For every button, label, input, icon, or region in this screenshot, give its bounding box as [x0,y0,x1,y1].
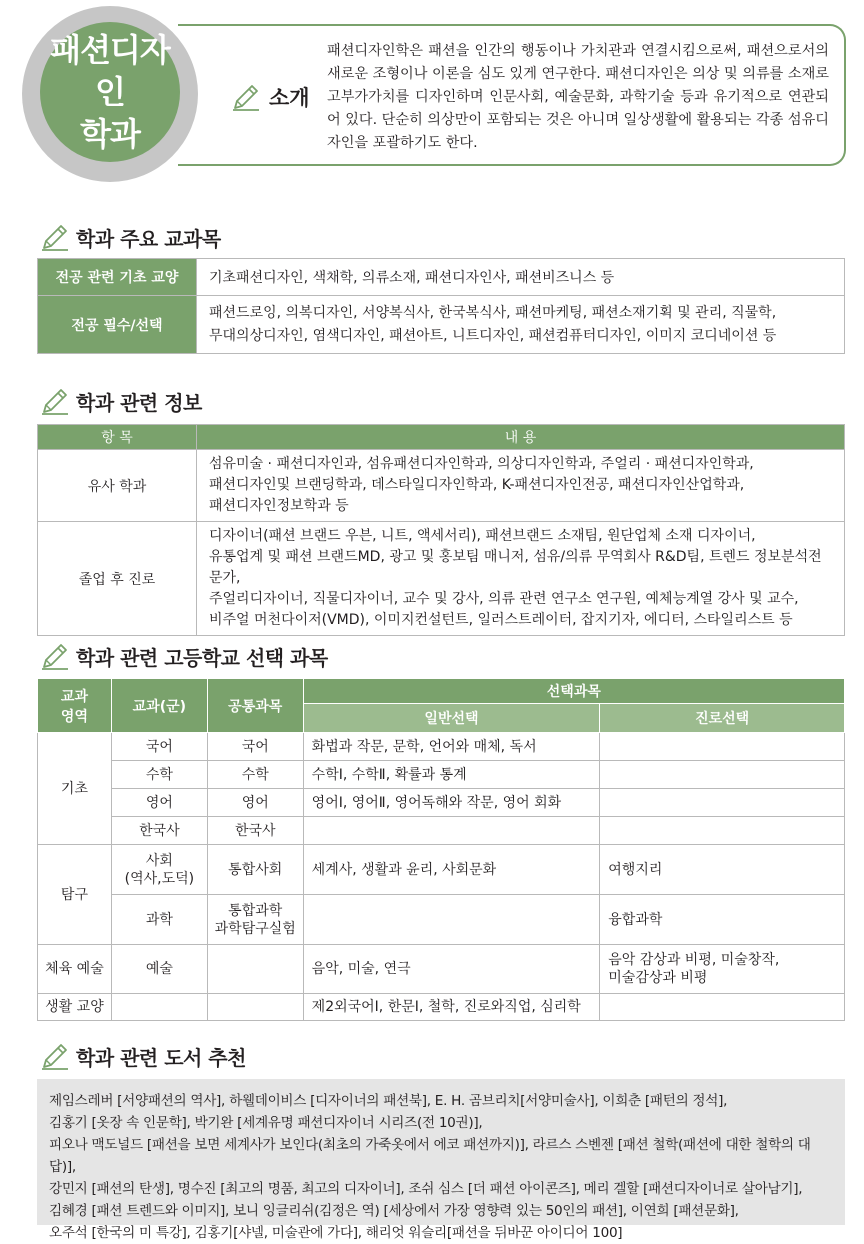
row-content: 기초패션디자인, 색채학, 의류소재, 패션디자인사, 패션비즈니스 등 [197,259,845,296]
common-cell: 영어 [207,789,303,817]
section-title-info [40,386,202,416]
row-content [197,522,845,636]
table-row [38,733,845,761]
row-header: 전공 관련 기초 교양 [38,259,197,296]
general-cell: 제2외국어Ⅰ, 한문Ⅰ, 철학, 진로와직업, 심리학 [303,994,600,1021]
cell-line: 음악 감상과 비평, 미술창작, [608,952,780,968]
intro-label [231,82,310,112]
pencil-icon [40,1041,70,1071]
area-cell: 생활 교양 [38,994,112,1021]
row-header: 전공 필수/선택 [38,296,197,354]
general-cell: 수학Ⅰ, 수학Ⅱ, 확률과 통계 [303,761,600,789]
row-header: 졸업 후 진로 [38,522,197,636]
cell-line: (역사,도덕) [124,870,195,887]
content-line: 패션드로잉, 의복디자인, 서양복식사, 한국복식사, 패션마케팅, 패션소재기획 및 관리, 직물학, [209,304,777,321]
header [0,0,864,200]
column-header-career: 진로선택 [600,704,845,733]
career-cell [600,945,845,994]
pencil-icon [40,641,70,671]
career-cell [600,994,845,1021]
intro-label-text: 소개 [269,86,310,110]
column-header-general: 일반선택 [303,704,600,733]
header-line: 교과 [60,688,88,705]
table-row [38,259,845,296]
table-row [38,945,845,994]
career-cell [600,817,845,845]
group-cell: 국어 [111,733,207,761]
book-line: 제임스레버 [서양패션의 역사], 하웰데이비스 [디자이너의 패션북], E. H. 곰브리치[서양미술사], 이희춘 [패턴의 정석], [49,1093,728,1109]
department-name-line2: 학과 [80,115,140,153]
common-cell [207,994,303,1021]
common-cell: 통합사회 [207,845,303,895]
group-cell: 영어 [111,789,207,817]
content-line: 섬유미술 · 패션디자인과, 섬유패션디자인학과, 의상디자인학과, 주얼리 · 패션디자인학과, [209,456,754,472]
content-line: 무대의상디자인, 염색디자인, 패션아트, 니트디자인, 패션컴퓨터디자인, 이미지 코디네이션 등 [209,327,777,344]
common-cell: 국어 [207,733,303,761]
table-header-row [38,425,845,450]
common-cell: 한국사 [207,817,303,845]
common-cell: 수학 [207,761,303,789]
table-row [38,761,845,789]
general-cell [303,817,600,845]
content-line: 패션디자인및 브랜딩학과, 데스타일디자인학과, K-패션디자인전공, 패션디자인산업학과, [209,477,745,493]
cell-line: 미술감상과 비평 [608,970,708,986]
common-cell [207,895,303,945]
general-cell: 화법과 작문, 문학, 언어와 매체, 독서 [303,733,600,761]
table-row [38,817,845,845]
career-cell [600,789,845,817]
cell-line: 사회 [145,852,173,869]
content-line: 비주얼 머천다이저(VMD), 이미지컨설턴트, 일러스트레이터, 잡지기자, 에디터, 스타일리스트 등 [209,612,793,628]
book-line: 피오나 맥도널드 [패션을 보면 세계사가 보인다(최초의 가죽옷에서 에코 패션까지)], 라르스 스벤젠 [패션 철학(패션에 대한 철학의 대답)], [49,1137,811,1175]
table-row [38,845,845,895]
intro-text: 패션디자인학은 패션을 인간의 행동이나 가치관과 연결시킴으로써, 패션으로서의 새로운 조형이나 이론을 심도 있게 연구한다. 패션디자인은 의상 및 의류를 소재로 고부가가치를 디자인하며 인문사회, 예술문화, 과학기술 등과 유기적으로 연관되어 있다. 단순히 의상만이 포함되는 것은 아니며 일상생활에 활용되는 각종 섬유디자인을 포괄하기도 한다. [327,43,829,151]
general-cell: 세계사, 생활과 윤리, 사회문화 [303,845,600,895]
row-content [197,450,845,522]
section-title-text: 학과 관련 고등학교 선택 과목 [76,645,328,670]
pencil-icon [231,82,261,112]
header-line: 영역 [60,708,88,725]
book-line: 강민지 [패션의 탄생], 명수진 [최고의 명품, 최고의 디자이너], 조쉬 심스 [더 패션 아이콘즈], 메리 겔할 [패션디자이너로 살아남기], [49,1181,803,1197]
book-line: 김홍기 [옷장 속 인문학], 박기완 [세계유명 패션디자이너 시리즈(전 10권)], [49,1115,483,1131]
content-line: 유통업계 및 패션 브랜드MD, 광고 및 홍보팀 매니저, 섬유/의류 무역회사 R&D팀, 트렌드 정보분석전문가, [209,549,822,586]
cell-line: 통합과학 [228,902,283,919]
row-content [197,296,845,354]
general-cell: 음악, 미술, 연극 [303,945,600,994]
section-title-text: 학과 주요 교과목 [76,226,221,251]
pencil-icon [40,386,70,416]
table-row [38,895,845,945]
common-cell [207,945,303,994]
area-cell: 기초 [38,733,112,845]
book-line: 김혜경 [패션 트렌드와 이미지], 보니 잉글리쉬(김정은 역) [세상에서 가장 영향력 있는 50인의 패션], 이연희 [패션문화], [49,1203,739,1219]
section-title-books [40,1041,246,1071]
department-name-line1: 패션디자인 [50,31,170,111]
subjects-table [37,258,845,354]
area-cell: 탐구 [38,845,112,945]
column-header-common: 공통과목 [207,679,303,733]
column-header-area [38,679,112,733]
career-cell: 융합과학 [600,895,845,945]
section-title-text: 학과 관련 정보 [76,390,202,415]
table-header-row [38,679,845,704]
book-line: 오주석 [한국의 미 특강], 김홍기[샤넬, 미술관에 가다], 해리엇 워슬리[패션을 뒤바꾼 아이디어 100] [49,1225,623,1241]
content-line: 패션디자인정보학과 등 [209,498,349,514]
column-header-group: 교과(군) [111,679,207,733]
group-cell [111,994,207,1021]
table-row [38,450,845,522]
highschool-table [37,678,845,1021]
section-title-subjects [40,222,221,252]
pencil-icon [40,222,70,252]
career-cell [600,761,845,789]
area-cell: 체육 예술 [38,945,112,994]
group-cell: 예술 [111,945,207,994]
section-title-highschool [40,641,328,671]
column-header-content: 내 용 [197,425,845,450]
general-cell: 영어Ⅰ, 영어Ⅱ, 영어독해와 작문, 영어 회화 [303,789,600,817]
cell-line: 과학탐구실험 [214,920,296,937]
group-cell: 한국사 [111,817,207,845]
content-line: 디자이너(패션 브랜드 우븐, 니트, 액세서리), 패션브랜드 소재팀, 원단업체 소재 디자이너, [209,528,756,544]
content-line: 주얼리디자이너, 직물디자이너, 교수 및 강사, 의류 관련 연구소 연구원, 예체능계열 강사 및 교수, [209,591,799,607]
table-row [38,789,845,817]
career-cell [600,733,845,761]
info-table [37,424,845,636]
career-cell: 여행지리 [600,845,845,895]
section-title-text: 학과 관련 도서 추천 [76,1045,246,1070]
group-cell [111,845,207,895]
book-list [37,1079,845,1241]
table-row [38,994,845,1021]
column-header-item: 항 목 [38,425,197,450]
row-header: 유사 학과 [38,450,197,522]
group-cell: 과학 [111,895,207,945]
group-cell: 수학 [111,761,207,789]
department-badge [40,22,180,162]
table-row [38,522,845,636]
general-cell [303,895,600,945]
table-row [38,296,845,354]
column-header-select: 선택과목 [303,679,844,704]
